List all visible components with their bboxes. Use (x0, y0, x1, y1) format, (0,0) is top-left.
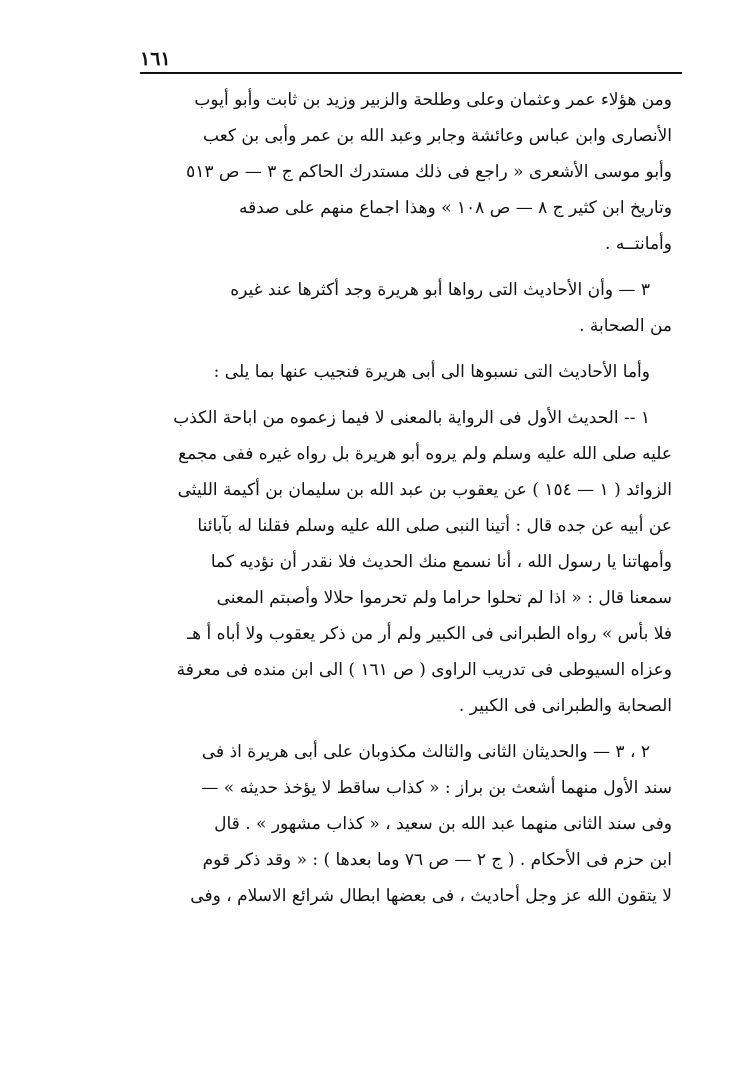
text-line: سمعنا قال : « اذا لم تحلوا حراما ولم تحرموا حلالا وأصبتم المعنى (216, 588, 672, 608)
text-line: وأما الأحاديث التى نسبوها الى أبى هريرة فنجيب عنها بما يلى : (213, 362, 650, 382)
text-line: الصحابة والطبرانى فى الكبير . (458, 696, 672, 716)
text-line: عليه صلى الله عليه وسلم ولم يروه أبو هريرة بل رواه غيره ففى مجمع (178, 444, 672, 464)
text-line: ابن حزم فى الأحكام . ( ج ٢ — ص ٧٦ وما بعدها ) : « وقد ذكر قوم (202, 850, 672, 870)
text-line: عن أبيه عن جده قال : أتينا النبى صلى الله عليه وسلم فقلنا له بآبائنا (197, 516, 672, 536)
text-line: ٢ ، ٣ — والحديثان الثانى والثالث مكذوبان على أبى هريرة اذ فى (201, 742, 650, 762)
text-line: وتاريخ ابن كثير ج ٨ — ص ١٠٨ » وهذا اجماع منهم على صدقه (238, 198, 672, 218)
paragraph-companions (142, 82, 672, 262)
text-line: الزوائد ( ١ — ١٥٤ ) عن يعقوب بن عبد الله بن سليمان بن أكيمة الليثى (177, 480, 672, 500)
text-line: فلا بأس » رواه الطبرانى فى الكبير ولم أر من ذكر يعقوب ولا أباه أ هـ (187, 624, 672, 644)
text-line: من الصحابة . (579, 316, 672, 336)
paragraph-hadith-1 (142, 400, 672, 724)
text-line: الأنصارى وابن عباس وعائشة وجابر وعبد الله بن عمر وأبى بن كعب (203, 126, 672, 146)
paragraph-hadith-2-3 (142, 734, 672, 914)
paragraph-intro (142, 354, 672, 390)
text-line: سند الأول منهما أشعث بن براز : « كذاب ساقط لا يؤخذ حديثه » — (201, 778, 672, 798)
text-line: وأبو موسى الأشعرى « راجع فى ذلك مستدرك الحاكم ج ٣ — ص ٥١٣ (186, 162, 672, 182)
text-line: وأمهاتنا يا رسول الله ، أنا نسمع منك الحديث فلا نقدر أن نؤديه كما (210, 552, 672, 572)
text-line: وأمانتــه . (605, 234, 672, 254)
text-line: لا يتقون الله عز وجل أحاديث ، فى بعضها ابطال شرائع الاسلام ، وفى (190, 886, 672, 906)
text-line: ١ -- الحديث الأول فى الرواية بالمعنى لا فيما زعموه من اباحة الكذب (173, 408, 650, 428)
text-line: وفى سند الثانى منهما عبد الله بن سعيد ، « كذاب مشهور » . قال (214, 814, 672, 834)
text-line: وعزاه السيوطى فى تدريب الراوى ( ص ١٦١ ) الى ابن منده فى معرفة (176, 660, 672, 680)
paragraph-point-3 (142, 272, 672, 344)
text-line: ٣ — وأن الأحاديث التى رواها أبو هريرة وجد أكثرها عند غيره (230, 280, 650, 300)
header-rule (140, 72, 682, 74)
page-number: ١٦١ (140, 48, 171, 70)
text-line: ومن هؤلاء عمر وعثمان وعلى وطلحة والزبير وزيد بن ثابت وأبو أيوب (194, 90, 672, 110)
body-text (142, 82, 672, 914)
